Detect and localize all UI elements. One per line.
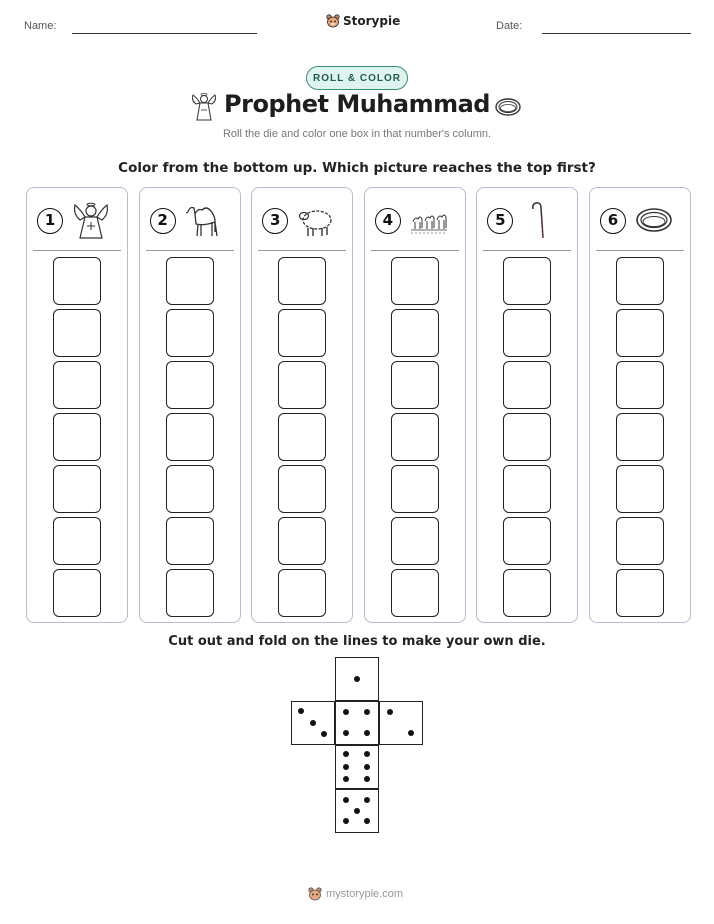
color-box[interactable] xyxy=(278,361,326,409)
die-face-5 xyxy=(335,789,379,833)
die-pip xyxy=(364,751,370,757)
die-pip xyxy=(364,764,370,770)
color-box[interactable] xyxy=(503,413,551,461)
storypie-mascot-icon xyxy=(326,13,340,29)
column-number: 2 xyxy=(150,208,176,234)
die-pip xyxy=(354,808,360,814)
die-pip xyxy=(343,709,349,715)
color-box[interactable] xyxy=(166,309,214,357)
column-number: 4 xyxy=(375,208,401,234)
color-box[interactable] xyxy=(503,569,551,617)
date-line[interactable] xyxy=(542,33,691,34)
name-label: Name: xyxy=(24,20,57,32)
color-box[interactable] xyxy=(166,413,214,461)
color-box[interactable] xyxy=(503,465,551,513)
die-face-4 xyxy=(335,701,379,745)
caravan-icon xyxy=(409,200,449,240)
brand-name: Storypie xyxy=(343,14,401,28)
column-divider xyxy=(596,250,684,251)
die-pip xyxy=(343,730,349,736)
color-box[interactable] xyxy=(278,309,326,357)
color-box[interactable] xyxy=(503,257,551,305)
camel-icon xyxy=(184,200,224,240)
color-box[interactable] xyxy=(278,465,326,513)
color-box[interactable] xyxy=(53,465,101,513)
column-4 xyxy=(364,187,466,623)
footer xyxy=(308,886,403,902)
die-instructions: Cut out and fold on the lines to make your own die. xyxy=(168,634,546,649)
die-pip xyxy=(354,676,360,682)
color-box[interactable] xyxy=(616,413,664,461)
die-pip xyxy=(364,709,370,715)
column-2 xyxy=(139,187,241,623)
date-label: Date: xyxy=(496,20,523,32)
color-box[interactable] xyxy=(53,257,101,305)
die-pip xyxy=(387,709,393,715)
column-number: 6 xyxy=(600,208,626,234)
die-face-3 xyxy=(291,701,335,745)
color-box[interactable] xyxy=(166,257,214,305)
color-box[interactable] xyxy=(503,517,551,565)
color-box[interactable] xyxy=(278,569,326,617)
die-pip xyxy=(408,730,414,736)
color-box[interactable] xyxy=(503,361,551,409)
column-1 xyxy=(26,187,128,623)
column-divider xyxy=(33,250,121,251)
color-box[interactable] xyxy=(53,569,101,617)
column-divider xyxy=(258,250,346,251)
color-box[interactable] xyxy=(166,465,214,513)
die-pip xyxy=(343,776,349,782)
color-box[interactable] xyxy=(616,465,664,513)
brand-logo xyxy=(326,13,400,29)
color-box[interactable] xyxy=(391,413,439,461)
color-box[interactable] xyxy=(53,413,101,461)
die-pip xyxy=(364,818,370,824)
color-box[interactable] xyxy=(391,569,439,617)
column-number: 1 xyxy=(37,208,63,234)
color-box[interactable] xyxy=(53,361,101,409)
page-subtitle: Roll the die and color one box in that number's column. xyxy=(222,128,492,140)
color-box[interactable] xyxy=(278,257,326,305)
die-pip xyxy=(343,797,349,803)
color-box[interactable] xyxy=(278,413,326,461)
color-box[interactable] xyxy=(391,309,439,357)
die-pip xyxy=(298,708,304,714)
column-3 xyxy=(251,187,353,623)
angel-icon xyxy=(71,200,111,240)
ring-icon xyxy=(494,96,522,118)
shepherd-staff-icon xyxy=(521,200,561,240)
color-box[interactable] xyxy=(616,517,664,565)
roll-and-color-badge: ROLL & COLOR xyxy=(306,66,408,90)
die-pip xyxy=(321,731,327,737)
name-line[interactable] xyxy=(72,33,257,34)
column-5 xyxy=(476,187,578,623)
storypie-mascot-icon xyxy=(308,886,322,902)
color-box[interactable] xyxy=(391,465,439,513)
page-title: Prophet Muhammad xyxy=(224,90,490,118)
footer-url[interactable]: mystorypie.com xyxy=(326,888,404,900)
column-divider xyxy=(371,250,459,251)
color-box[interactable] xyxy=(166,569,214,617)
sheep-icon xyxy=(296,200,336,240)
color-box[interactable] xyxy=(278,517,326,565)
color-box[interactable] xyxy=(53,517,101,565)
column-divider xyxy=(146,250,234,251)
column-divider xyxy=(483,250,571,251)
ring-icon xyxy=(634,200,674,240)
color-box[interactable] xyxy=(166,361,214,409)
die-pip xyxy=(364,797,370,803)
color-box[interactable] xyxy=(166,517,214,565)
column-6 xyxy=(589,187,691,623)
color-box[interactable] xyxy=(503,309,551,357)
die-pip xyxy=(364,776,370,782)
die-pip xyxy=(364,730,370,736)
die-pip xyxy=(343,818,349,824)
die-face-2 xyxy=(379,701,423,745)
die-face-6 xyxy=(335,745,379,789)
die-pip xyxy=(310,720,316,726)
die-pip xyxy=(343,764,349,770)
color-box[interactable] xyxy=(391,517,439,565)
color-box[interactable] xyxy=(616,569,664,617)
color-box[interactable] xyxy=(53,309,101,357)
color-box[interactable] xyxy=(616,309,664,357)
color-box[interactable] xyxy=(391,361,439,409)
die-pip xyxy=(343,751,349,757)
color-box[interactable] xyxy=(616,257,664,305)
die-face-1 xyxy=(335,657,379,701)
instruction-text: Color from the bottom up. Which picture reaches the top first? xyxy=(118,160,596,176)
column-number: 5 xyxy=(487,208,513,234)
column-number: 3 xyxy=(262,208,288,234)
color-box[interactable] xyxy=(391,257,439,305)
color-box[interactable] xyxy=(616,361,664,409)
